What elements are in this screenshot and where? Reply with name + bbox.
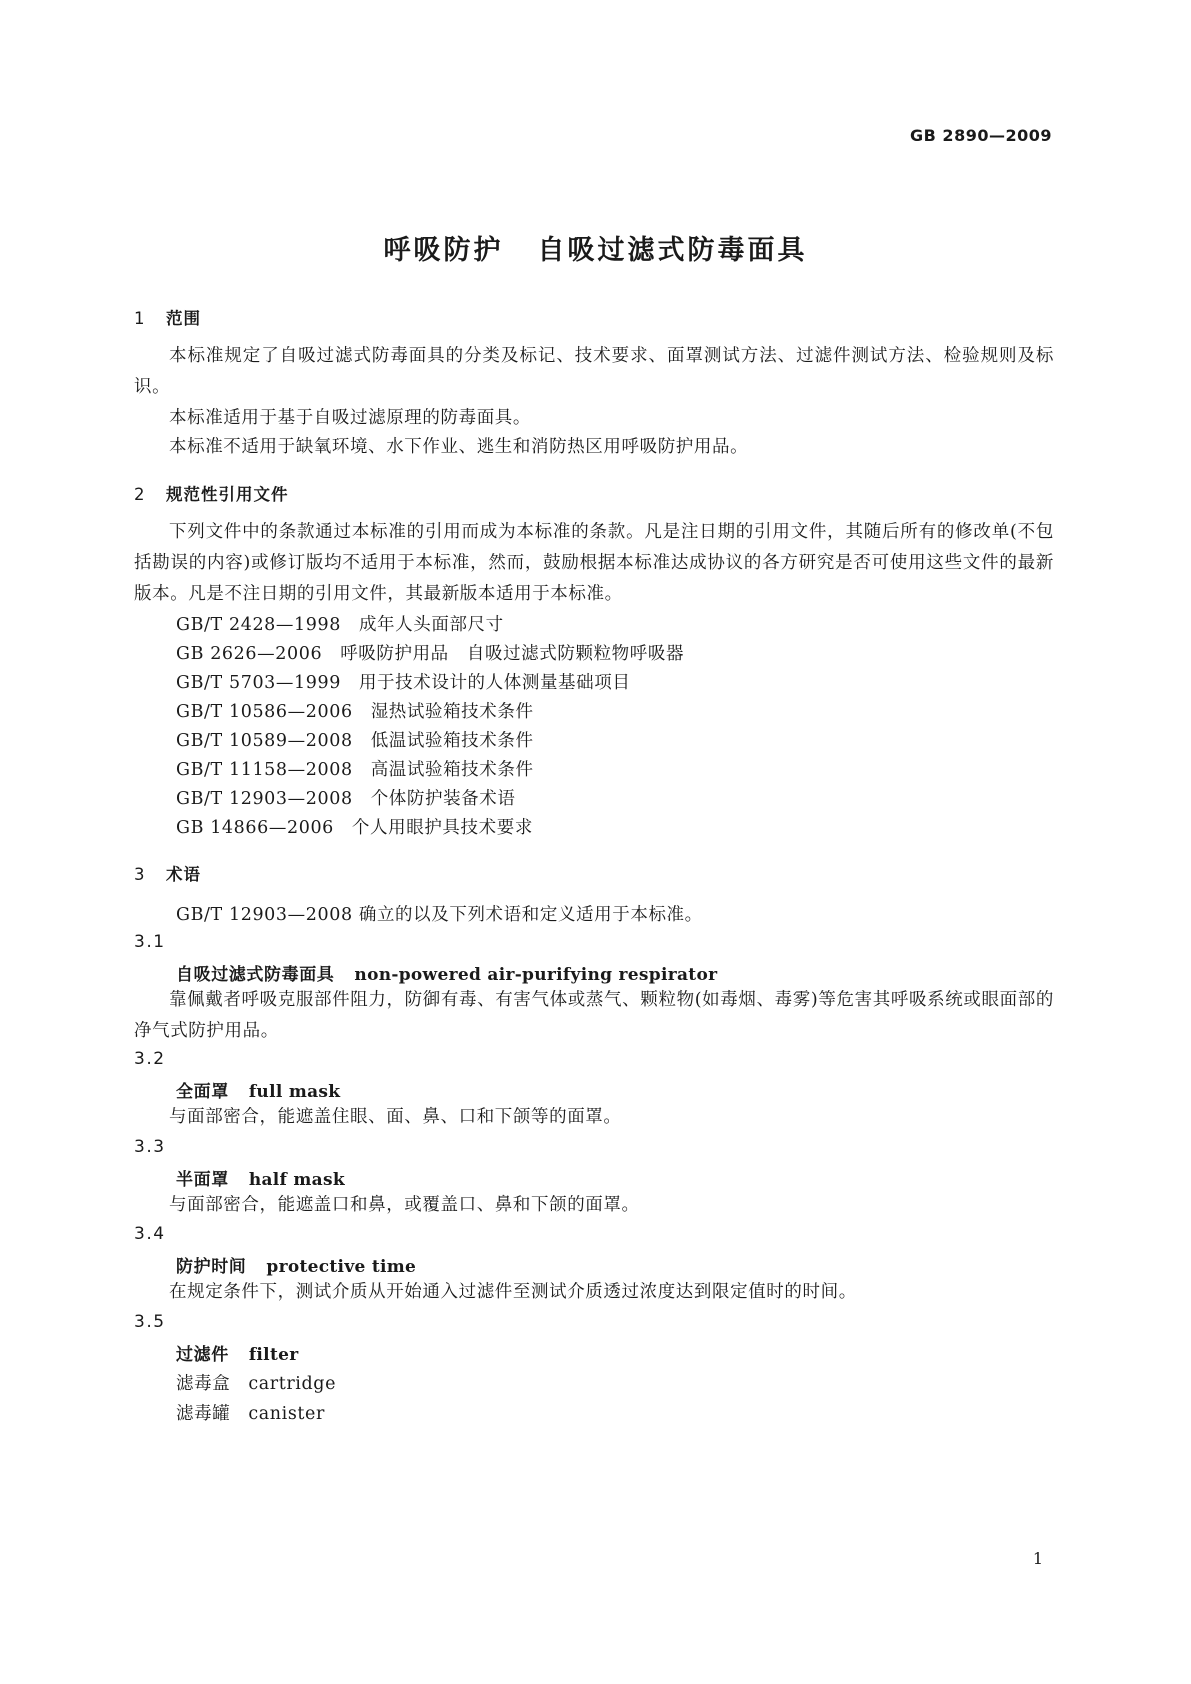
section-1-paragraph-2: 本标准适用于基于自吸过滤原理的防毒面具。: [169, 408, 531, 428]
term-synonym: 滤毒盒 cartridge: [176, 1374, 337, 1394]
term-heading: 过滤件 filter: [176, 1345, 299, 1365]
term-definition: 与面部密合，能遮盖口和鼻，或覆盖口、鼻和下颌的面罩。: [169, 1195, 640, 1215]
reference-item: GB 14866—2006 个人用眼护具技术要求: [176, 818, 533, 838]
reference-item: GB 2626—2006 呼吸防护用品 自吸过滤式防颗粒物呼吸器: [176, 644, 685, 664]
term-heading: 全面罩 full mask: [176, 1082, 341, 1102]
section-3-heading: 3 术语: [134, 865, 201, 884]
clause-number: 3.2: [134, 1049, 166, 1069]
title-part-2: 自吸过滤式防毒面具: [537, 235, 808, 266]
term-heading: 防护时间 protective time: [176, 1257, 417, 1277]
reference-item: GB/T 10586—2006 湿热试验箱技术条件: [176, 702, 534, 722]
reference-item: GB/T 12903—2008 个体防护装备术语: [176, 789, 516, 809]
section-2-heading: 2 规范性引用文件: [134, 485, 289, 504]
term-heading: 自吸过滤式防毒面具 non-powered air-purifying respirator: [176, 965, 718, 985]
clause-number: 3.4: [134, 1224, 166, 1244]
term-synonym: 滤毒罐 canister: [176, 1404, 325, 1424]
section-3-intro: GB/T 12903—2008 确立的以及下列术语和定义适用于本标准。: [176, 905, 703, 925]
document-title: [0, 228, 1191, 267]
clause-number: 3.1: [134, 932, 166, 952]
reference-item: GB/T 11158—2008 高温试验箱技术条件: [176, 760, 534, 780]
term-heading: 半面罩 half mask: [176, 1170, 345, 1190]
reference-item: GB/T 10589—2008 低温试验箱技术条件: [176, 731, 534, 751]
section-1-paragraph-3: 本标准不适用于缺氧环境、水下作业、逃生和消防热区用呼吸防护用品。: [169, 437, 749, 457]
section-1-heading: 1 范围: [134, 309, 201, 328]
standard-code: GB 2890—2009: [910, 126, 1052, 145]
term-definition: 在规定条件下，测试介质从开始通入过滤件至测试介质透过浓度达到限定值时的时间。: [169, 1282, 857, 1302]
section-2-intro: 下列文件中的条款通过本标准的引用而成为本标准的条款。凡是注日期的引用文件，其随后所有的修改单(不包括勘误的内容)或修订版均不适用于本标准，然而，鼓励根据本标准达成协议的各方研究是否可使用这些文件的最新版本。凡是不注日期的引用文件，其最新版本适用于本标准。: [134, 522, 1054, 604]
term-definition: 靠佩戴者呼吸克服部件阻力，防御有毒、有害气体或蒸气、颗粒物(如毒烟、毒雾)等危害其呼吸系统或眼面部的净气式防护用品。: [134, 990, 1054, 1041]
reference-item: GB/T 5703—1999 用于技术设计的人体测量基础项目: [176, 673, 631, 693]
term-definition: 与面部密合，能遮盖住眼、面、鼻、口和下颌等的面罩。: [169, 1107, 622, 1127]
clause-number: 3.5: [134, 1312, 166, 1332]
clause-number: 3.3: [134, 1137, 166, 1157]
title-part-1: 呼吸防护: [383, 235, 504, 266]
reference-item: GB/T 2428—1998 成年人头面部尺寸: [176, 615, 504, 635]
section-1-paragraph-1: 本标准规定了自吸过滤式防毒面具的分类及标记、技术要求、面罩测试方法、过滤件测试方法、检验规则及标识。: [134, 346, 1054, 397]
page-number: 1: [1032, 1549, 1043, 1568]
